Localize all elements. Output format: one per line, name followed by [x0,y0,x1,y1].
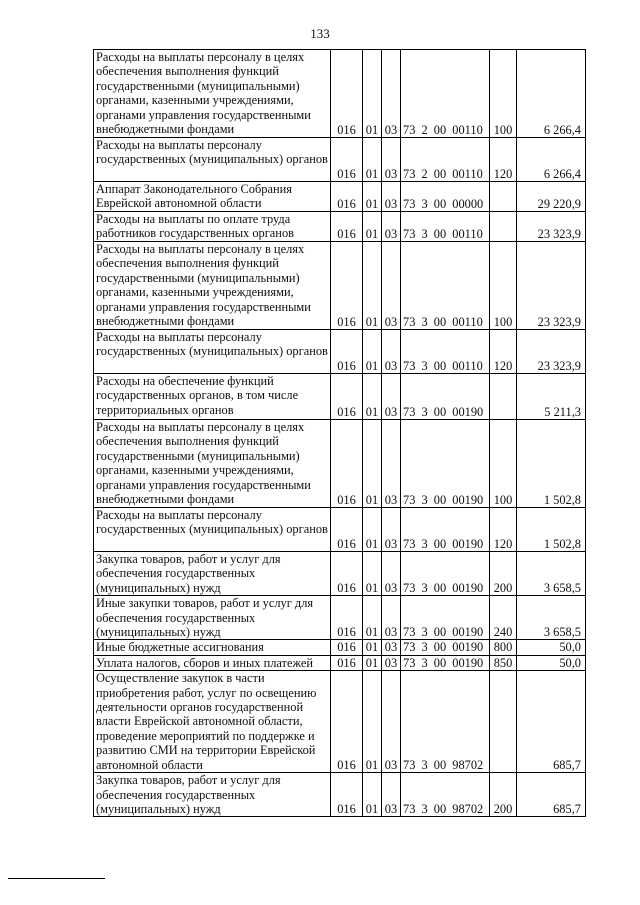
cell-ved: 016 [331,640,363,655]
cell-pr: 03 [382,138,401,182]
table-row [94,420,586,508]
cell-name: Аппарат Законодательного Собрания Еврейской автономной области [94,182,331,212]
cell-sum: 23 323,9 [517,330,586,374]
cell-vr: 850 [490,655,517,670]
table-row [94,374,586,420]
cell-vr: 240 [490,596,517,640]
cell-sum: 5 211,3 [517,374,586,420]
cell-csr: 73 3 00 00190 [401,552,490,596]
cell-name: Расходы на выплаты по оплате труда работников государственных органов [94,212,331,242]
cell-vr: 100 [490,420,517,508]
cell-pr: 03 [382,212,401,242]
cell-pr: 03 [382,640,401,655]
cell-pr: 03 [382,773,401,817]
cell-sum: 685,7 [517,671,586,773]
cell-pr: 03 [382,552,401,596]
cell-ved: 016 [331,212,363,242]
cell-csr: 73 3 00 00190 [401,596,490,640]
cell-pr: 03 [382,655,401,670]
cell-ved: 016 [331,50,363,138]
table-row [94,330,586,374]
cell-csr: 73 3 00 00000 [401,182,490,212]
cell-sum: 1 502,8 [517,508,586,552]
cell-rz: 01 [363,640,382,655]
cell-name: Расходы на выплаты персоналу в целях обеспечения выполнения функций государственными (муниципальными) органами, казенными учреждениями, органами управления государственными внебюджетными фондами [94,420,331,508]
table-row [94,596,586,640]
cell-pr: 03 [382,508,401,552]
cell-csr: 73 3 00 00110 [401,212,490,242]
table-row [94,773,586,817]
cell-rz: 01 [363,50,382,138]
cell-csr: 73 2 00 00110 [401,138,490,182]
cell-sum: 23 323,9 [517,212,586,242]
cell-name: Расходы на выплаты персоналу в целях обеспечения выполнения функций государственными (муниципальными) органами, казенными учреждениями, органами управления государственными внебюджетными фондами [94,242,331,330]
cell-vr: 200 [490,773,517,817]
table-row [94,640,586,655]
cell-pr: 03 [382,596,401,640]
cell-csr: 73 3 00 00190 [401,655,490,670]
cell-vr: 200 [490,552,517,596]
cell-rz: 01 [363,182,382,212]
cell-vr [490,374,517,420]
cell-csr: 73 2 00 00110 [401,50,490,138]
cell-pr: 03 [382,420,401,508]
cell-name: Закупка товаров, работ и услуг для обеспечения государственных (муниципальных) нужд [94,773,331,817]
footer-divider [8,878,105,879]
cell-sum: 1 502,8 [517,420,586,508]
cell-csr: 73 3 00 00110 [401,330,490,374]
cell-name: Расходы на выплаты персоналу государственных (муниципальных) органов [94,508,331,552]
cell-vr: 100 [490,50,517,138]
cell-rz: 01 [363,374,382,420]
cell-rz: 01 [363,212,382,242]
cell-ved: 016 [331,773,363,817]
cell-ved: 016 [331,508,363,552]
cell-name: Уплата налогов, сборов и иных платежей [94,655,331,670]
cell-rz: 01 [363,773,382,817]
cell-pr: 03 [382,242,401,330]
cell-name: Расходы на выплаты персоналу в целях обеспечения выполнения функций государственными (муниципальными) органами, казенными учреждениями, органами управления государственными внебюджетными фондами [94,50,331,138]
cell-ved: 016 [331,420,363,508]
cell-csr: 73 3 00 00190 [401,374,490,420]
cell-name: Расходы на выплаты персоналу государственных (муниципальных) органов [94,138,331,182]
cell-name: Закупка товаров, работ и услуг для обеспечения государственных (муниципальных) нужд [94,552,331,596]
cell-name: Иные бюджетные ассигнования [94,640,331,655]
table-row [94,671,586,773]
cell-sum: 6 266,4 [517,138,586,182]
table-row [94,212,586,242]
cell-ved: 016 [331,374,363,420]
table-row [94,138,586,182]
cell-csr: 73 3 00 00190 [401,640,490,655]
cell-rz: 01 [363,242,382,330]
cell-sum: 29 220,9 [517,182,586,212]
cell-rz: 01 [363,508,382,552]
cell-vr [490,671,517,773]
cell-vr: 120 [490,138,517,182]
cell-sum: 6 266,4 [517,50,586,138]
cell-name: Расходы на выплаты персоналу государственных (муниципальных) органов [94,330,331,374]
cell-sum: 3 658,5 [517,596,586,640]
cell-rz: 01 [363,655,382,670]
cell-ved: 016 [331,330,363,374]
cell-ved: 016 [331,138,363,182]
cell-ved: 016 [331,596,363,640]
table-row [94,242,586,330]
cell-csr: 73 3 00 00190 [401,508,490,552]
cell-csr: 73 3 00 00110 [401,242,490,330]
cell-pr: 03 [382,50,401,138]
budget-table [93,49,586,817]
cell-rz: 01 [363,596,382,640]
cell-vr: 800 [490,640,517,655]
cell-vr: 120 [490,508,517,552]
table-row [94,50,586,138]
cell-rz: 01 [363,330,382,374]
cell-name: Расходы на обеспечение функций государственных органов, в том числе территориальных органов [94,374,331,420]
cell-csr: 73 3 00 98702 [401,773,490,817]
cell-pr: 03 [382,330,401,374]
page-number: 133 [310,26,330,41]
cell-rz: 01 [363,138,382,182]
table-row [94,655,586,670]
cell-vr: 100 [490,242,517,330]
cell-pr: 03 [382,671,401,773]
cell-ved: 016 [331,655,363,670]
cell-vr: 120 [490,330,517,374]
cell-name: Иные закупки товаров, работ и услуг для обеспечения государственных (муниципальных) нужд [94,596,331,640]
cell-sum: 3 658,5 [517,552,586,596]
table-row [94,182,586,212]
cell-sum: 685,7 [517,773,586,817]
cell-pr: 03 [382,182,401,212]
cell-sum: 23 323,9 [517,242,586,330]
cell-rz: 01 [363,420,382,508]
cell-pr: 03 [382,374,401,420]
budget-table-body [94,50,586,817]
cell-csr: 73 3 00 98702 [401,671,490,773]
cell-ved: 016 [331,552,363,596]
cell-ved: 016 [331,182,363,212]
cell-vr [490,212,517,242]
cell-vr [490,182,517,212]
cell-rz: 01 [363,671,382,773]
cell-rz: 01 [363,552,382,596]
table-row [94,508,586,552]
table-row [94,552,586,596]
cell-ved: 016 [331,671,363,773]
cell-csr: 73 3 00 00190 [401,420,490,508]
cell-sum: 50,0 [517,655,586,670]
cell-name: Осуществление закупок в части приобретения работ, услуг по освещению деятельности органов государственной власти Еврейской автономной области, проведение мероприятий по поддержке и развитию СМИ на территории Еврейской автономной области [94,671,331,773]
cell-sum: 50,0 [517,640,586,655]
cell-ved: 016 [331,242,363,330]
